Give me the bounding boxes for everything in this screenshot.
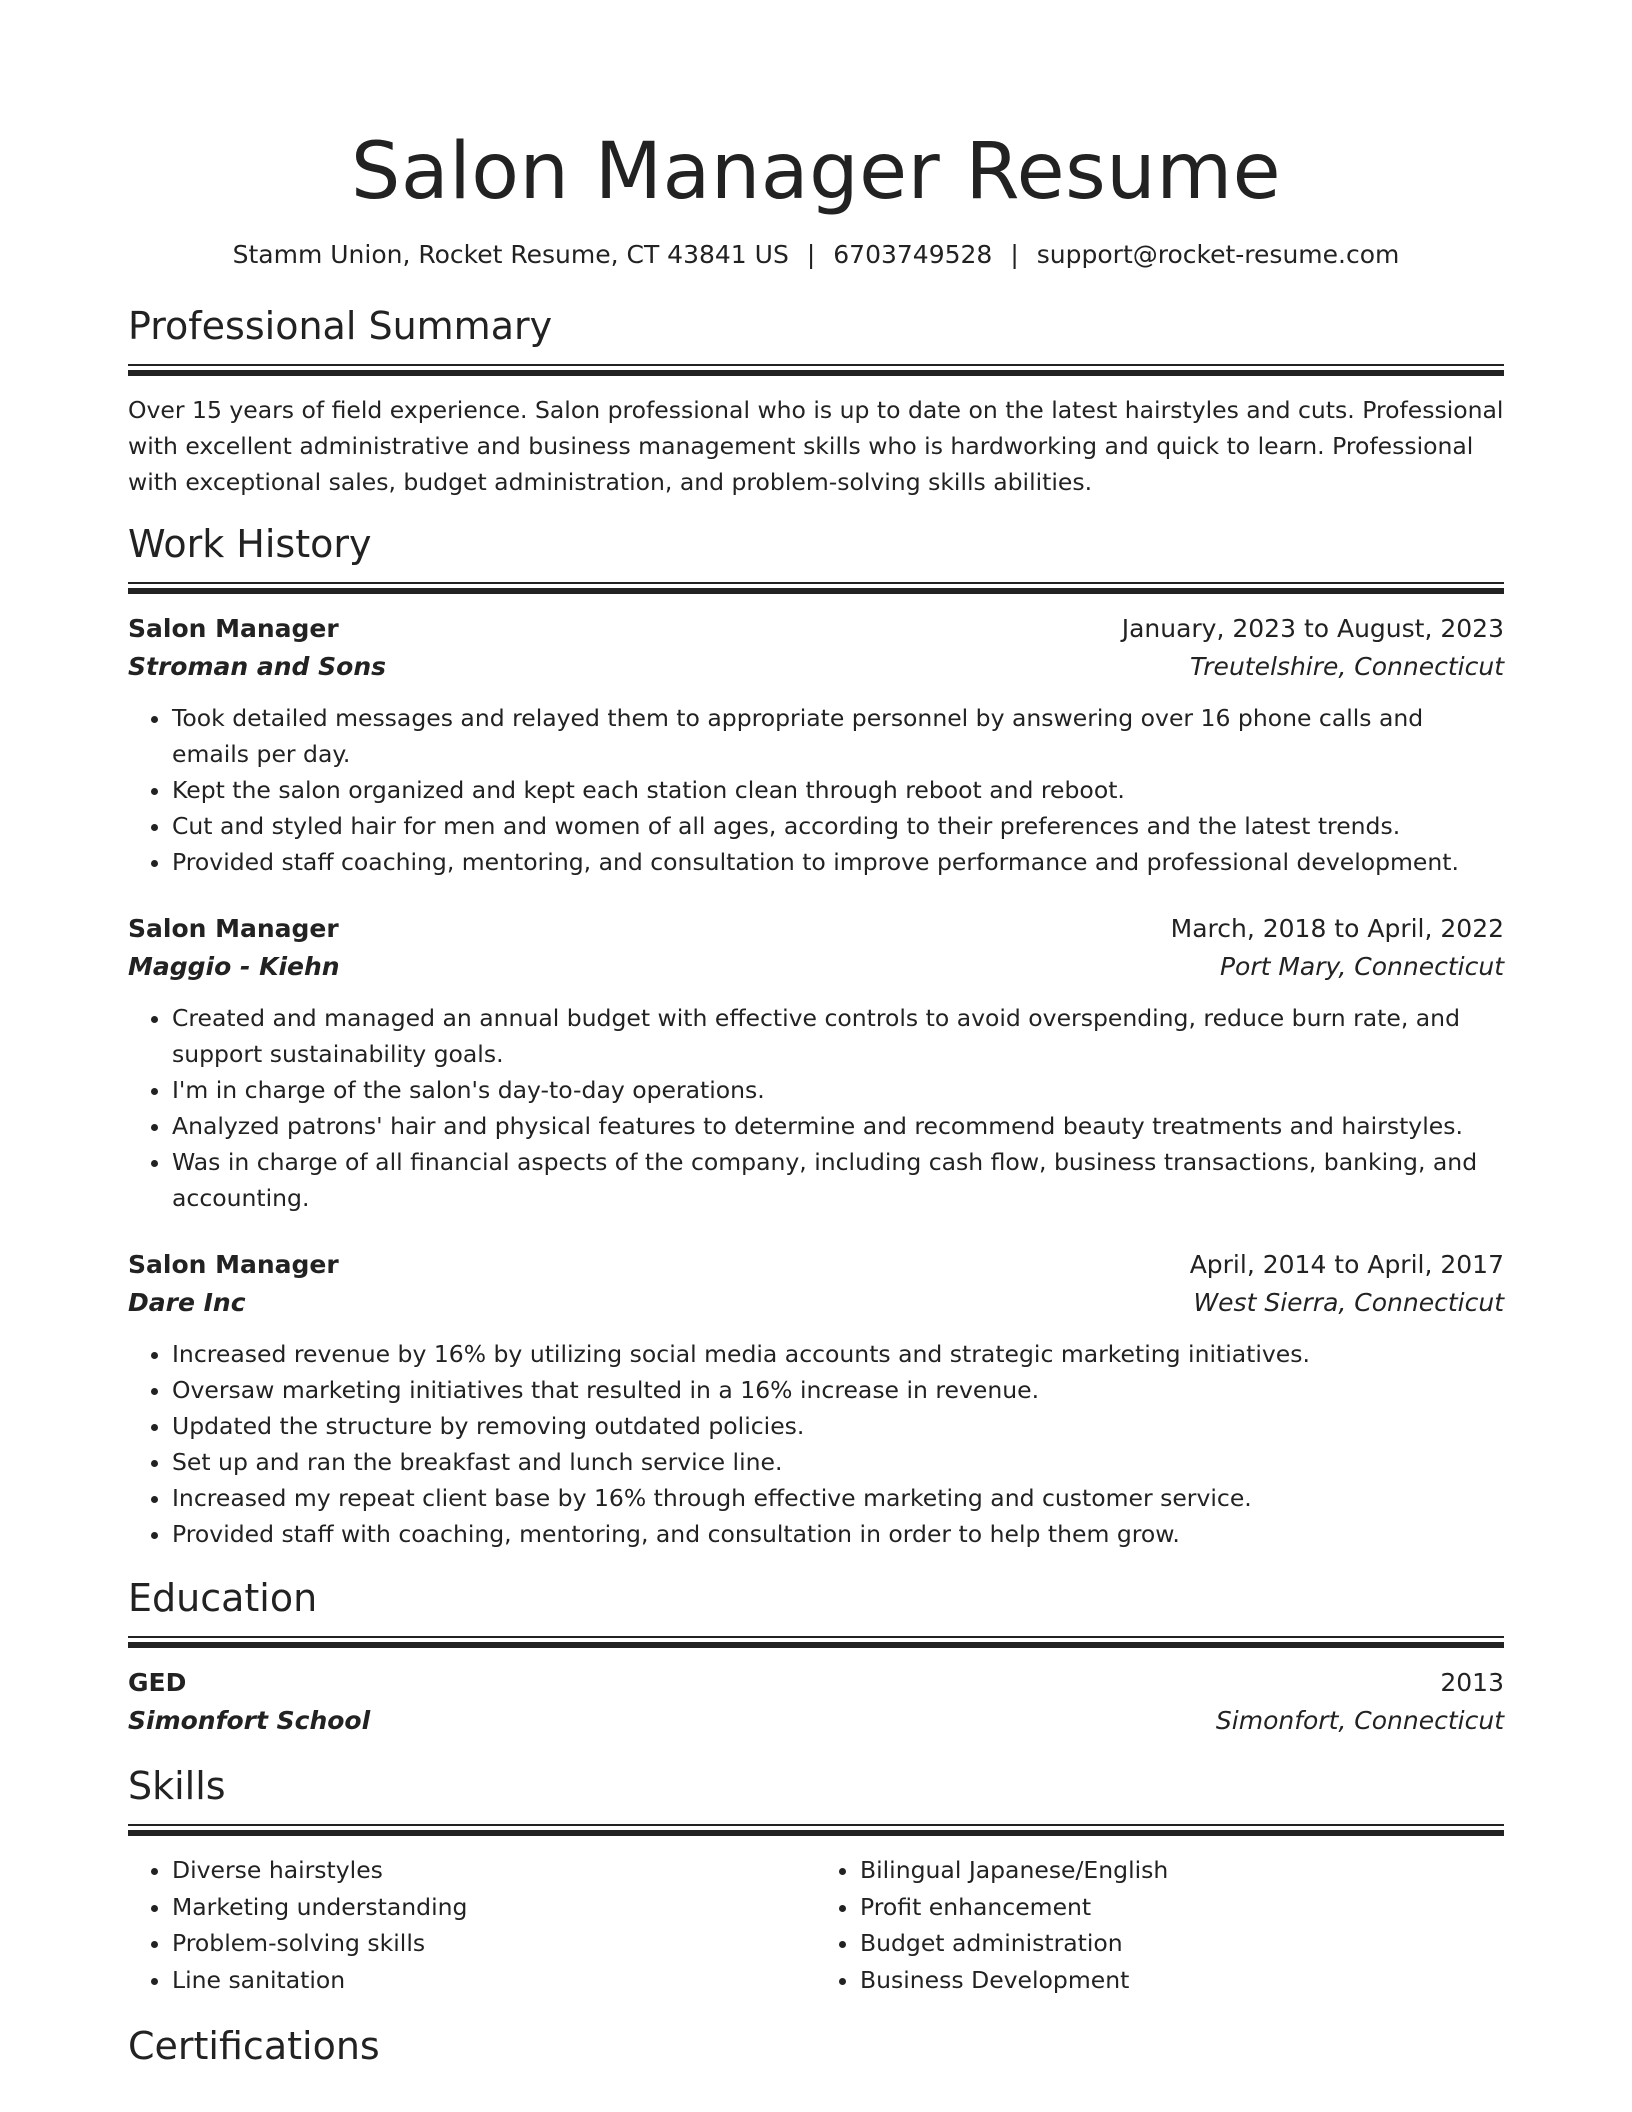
contact-phone: 6703749528 bbox=[833, 240, 993, 269]
contact-separator: | bbox=[806, 240, 816, 269]
section-work-history bbox=[128, 520, 1504, 1552]
job-company-row bbox=[128, 1284, 1504, 1322]
job-bullet: • Increased my repeat client base by 16% through effective marketing and customer service. bbox=[172, 1480, 1504, 1516]
resume-page bbox=[128, 0, 1504, 2070]
job-company: Dare Inc bbox=[128, 1288, 246, 1317]
education-school-row bbox=[128, 1702, 1504, 1740]
job-bullet: • Kept the salon organized and kept each station clean through reboot and reboot. bbox=[172, 772, 1504, 808]
section-heading-skills: Skills bbox=[128, 1764, 226, 1808]
job-header-row bbox=[128, 910, 1504, 948]
job-bullet: • Increased revenue by 16% by utilizing social media accounts and strategic marketing initiatives. bbox=[172, 1336, 1504, 1372]
job-bullet: • Created and managed an annual budget with effective controls to avoid overspending, reduce burn rate, and support sustainability goals. bbox=[172, 1000, 1504, 1072]
section-divider bbox=[128, 582, 1504, 594]
skill-item: • Bilingual Japanese/English bbox=[860, 1852, 1504, 1889]
job-location: Treutelshire, Connecticut bbox=[1189, 652, 1504, 681]
skills-list-right bbox=[816, 1852, 1504, 1998]
job-company: Stroman and Sons bbox=[128, 652, 387, 681]
job-header-row bbox=[128, 610, 1504, 648]
job-bullet: • Set up and ran the breakfast and lunch service line. bbox=[172, 1444, 1504, 1480]
job-bullets bbox=[128, 1000, 1504, 1216]
job-header-row bbox=[128, 1246, 1504, 1284]
job-title: Salon Manager bbox=[128, 914, 339, 943]
resume-title: Salon Manager Resume bbox=[350, 127, 1282, 217]
job-company-row bbox=[128, 948, 1504, 986]
contact-email: support@rocket-resume.com bbox=[1036, 240, 1400, 269]
education-location: Simonfort, Connecticut bbox=[1215, 1706, 1504, 1735]
job-location: Port Mary, Connecticut bbox=[1219, 952, 1504, 981]
section-education bbox=[128, 1574, 1504, 1740]
contact-line bbox=[128, 238, 1504, 272]
job-entry bbox=[128, 610, 1504, 880]
section-certifications bbox=[128, 2022, 1504, 2070]
skill-item: • Problem-solving skills bbox=[172, 1925, 816, 1962]
section-skills bbox=[128, 1762, 1504, 1998]
skill-item: • Profit enhancement bbox=[860, 1889, 1504, 1926]
job-bullet: • Updated the structure by removing outdated policies. bbox=[172, 1408, 1504, 1444]
skills-columns bbox=[128, 1852, 1504, 1998]
job-bullet: • Provided staff with coaching, mentoring, and consultation in order to help them grow. bbox=[172, 1516, 1504, 1552]
job-bullet: • I'm in charge of the salon's day-to-day operations. bbox=[172, 1072, 1504, 1108]
job-bullet: • Oversaw marketing initiatives that resulted in a 16% increase in revenue. bbox=[172, 1372, 1504, 1408]
section-divider bbox=[128, 364, 1504, 376]
education-year: 2013 bbox=[1440, 1668, 1504, 1697]
job-title: Salon Manager bbox=[128, 1250, 339, 1279]
job-bullets bbox=[128, 1336, 1504, 1552]
job-bullet: • Took detailed messages and relayed them to appropriate personnel by answering over 16 phone calls and emails per day. bbox=[172, 700, 1504, 772]
contact-address: Stamm Union, Rocket Resume, CT 43841 US bbox=[232, 240, 789, 269]
job-bullet: • Provided staff coaching, mentoring, and consultation to improve performance and professional development. bbox=[172, 844, 1504, 880]
job-title: Salon Manager bbox=[128, 614, 339, 643]
contact-separator: | bbox=[1010, 240, 1019, 269]
section-heading-work-history: Work History bbox=[128, 522, 372, 566]
job-company: Maggio - Kiehn bbox=[128, 952, 340, 981]
job-entry bbox=[128, 910, 1504, 1216]
summary-text: Over 15 years of field experience. Salon professional who is up to date on the latest hairstyles and cuts. Professional with excellent administrative and business management skills who is hardworking and quick to learn. Professional with exceptional sales, budget administration, and problem-solving skills abilities. bbox=[128, 396, 1504, 496]
skill-item: • Line sanitation bbox=[172, 1962, 816, 1999]
education-school: Simonfort School bbox=[128, 1706, 371, 1735]
skills-list-left bbox=[128, 1852, 816, 1998]
job-bullet: • Was in charge of all financial aspects of the company, including cash flow, business transactions, banking, and accounting. bbox=[172, 1144, 1504, 1216]
job-bullets bbox=[128, 700, 1504, 880]
section-heading-certifications: Certifications bbox=[128, 2024, 380, 2068]
section-heading-summary: Professional Summary bbox=[128, 304, 553, 348]
education-header-row bbox=[128, 1664, 1504, 1702]
section-heading-education: Education bbox=[128, 1576, 318, 1620]
section-summary bbox=[128, 302, 1504, 500]
skill-item: • Diverse hairstyles bbox=[172, 1852, 816, 1889]
job-entry bbox=[128, 1246, 1504, 1552]
job-company-row bbox=[128, 648, 1504, 686]
skill-item: • Budget administration bbox=[860, 1925, 1504, 1962]
section-divider bbox=[128, 1636, 1504, 1648]
job-dates: January, 2023 to August, 2023 bbox=[1121, 614, 1504, 643]
job-location: West Sierra, Connecticut bbox=[1193, 1288, 1504, 1317]
skill-item: • Business Development bbox=[860, 1962, 1504, 1999]
skill-item: • Marketing understanding bbox=[172, 1889, 816, 1926]
section-divider bbox=[128, 1824, 1504, 1836]
job-bullet: • Analyzed patrons' hair and physical features to determine and recommend beauty treatments and hairstyles. bbox=[172, 1108, 1504, 1144]
job-dates: April, 2014 to April, 2017 bbox=[1189, 1250, 1504, 1279]
job-bullet: • Cut and styled hair for men and women of all ages, according to their preferences and the latest trends. bbox=[172, 808, 1504, 844]
education-degree: GED bbox=[128, 1668, 187, 1697]
job-dates: March, 2018 to April, 2022 bbox=[1170, 914, 1504, 943]
